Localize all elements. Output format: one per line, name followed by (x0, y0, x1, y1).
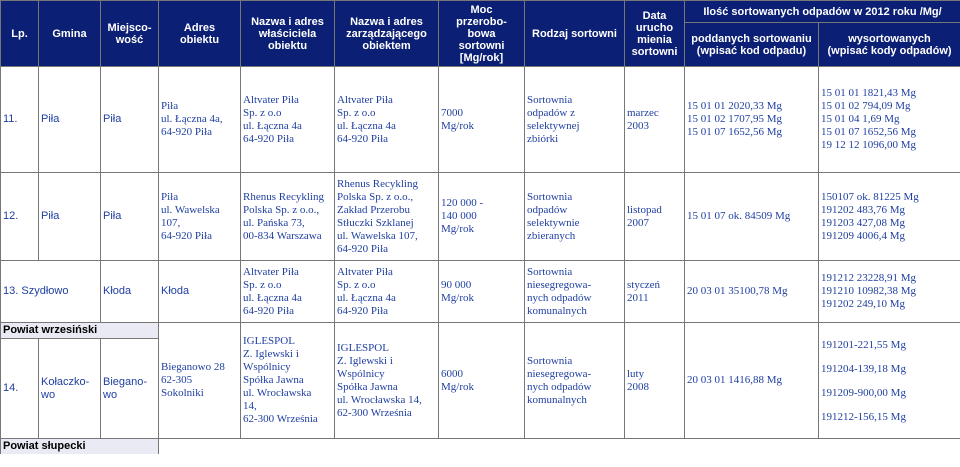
cell-lp: 12. (1, 173, 39, 261)
text-line: (wpisać kod odpadu) (696, 44, 807, 57)
text-line: luty (627, 367, 645, 380)
text-line: Nazwa i adres (251, 15, 324, 28)
cell-data (625, 67, 685, 173)
header-wysortowanych (819, 23, 960, 67)
text-line: ul. Wawelska 107, (337, 229, 418, 242)
cell-gmina (39, 339, 101, 439)
header-poddanych (685, 23, 819, 67)
text-line: Miejsco- (107, 21, 152, 34)
text-line: [Mg/rok] (459, 51, 504, 64)
text-line: Wspólnicy (337, 367, 385, 380)
cell-lp-gmina (1, 261, 101, 323)
text-line: obiektu (179, 33, 220, 46)
cell-rodzaj (525, 261, 625, 323)
text-line: 191202 249,10 Mg (821, 298, 906, 310)
text-line: Data (642, 9, 667, 22)
table-row (1, 261, 960, 323)
text-line: Bieganowo 28 (161, 361, 225, 373)
text-line: 150107 ok. 81225 Mg (821, 190, 919, 203)
text-line: 191212-156,15 Mg (821, 410, 906, 423)
text-line: IGLESPOL (243, 335, 295, 347)
text-line: odpadów (527, 203, 568, 216)
header-ilosc: Ilość sortowanych odpadów w 2012 roku /Mg/ (685, 1, 960, 23)
header-rodzaj: Rodzaj sortowni (525, 1, 625, 67)
header-wlasciciel (241, 1, 335, 67)
text-line: Sortownia (527, 354, 573, 367)
text-line: 15 01 07 1652,56 Mg (821, 126, 917, 138)
cell-adres (159, 173, 241, 261)
header-row-1 (1, 1, 960, 23)
text-line: obiektu (267, 39, 308, 52)
text-line: mienia (637, 33, 672, 46)
text-line: 64-920 Piła (161, 126, 213, 138)
text-line: 64-920 Piła (337, 304, 389, 317)
header-data (625, 1, 685, 67)
text-line: 140 000 (441, 210, 477, 222)
cell-lp: 13. (3, 285, 19, 297)
cell-data (625, 173, 685, 261)
section-row (1, 323, 960, 339)
text-line: 191210 10982,38 Mg (821, 285, 917, 297)
cell-wlasciciel (241, 323, 335, 439)
cell-rodzaj (525, 67, 625, 173)
section-powiat-slupecki: Powiat słupecki (1, 439, 159, 455)
text-line: komunalnych (527, 393, 587, 406)
text-line: Mg/rok (441, 380, 474, 393)
section-powiat-wrzesinski: Powiat wrzesiński (1, 323, 159, 339)
text-line: 15 01 07 ok. 84509 Mg (687, 210, 791, 222)
text-line: Altvater Piła (243, 93, 299, 106)
text-line: 14, (243, 400, 257, 412)
text-line: Piła (161, 100, 179, 112)
text-line: 19 12 12 1096,00 Mg (821, 139, 917, 151)
header-miejscowosc (101, 1, 159, 67)
text-line: 64-920 Piła (161, 229, 213, 242)
text-line: 90 000 (441, 278, 472, 291)
text-line: listopad (627, 203, 662, 216)
text-line: Sp. z o.o (337, 106, 376, 119)
text-line: selektywnie (527, 216, 580, 229)
text-line: sortowni (631, 45, 678, 58)
cell-lp: 11. (1, 67, 39, 173)
cell-poddanych (685, 261, 819, 323)
header-lp: Lp. (1, 1, 39, 67)
cell-poddanych (685, 67, 819, 173)
text-line: nych odpadów (527, 380, 592, 393)
text-line: ul. Łączna 4a, (161, 113, 223, 125)
text-line: właściciela (258, 27, 317, 40)
text-line: 62-300 Września (243, 413, 318, 425)
text-line: nych odpadów (527, 291, 592, 304)
text-line: 15 01 02 794,09 Mg (821, 100, 911, 112)
text-line: zarządzającego (346, 27, 427, 40)
text-line: (wpisać kody odpadów) (827, 44, 952, 57)
cell-rodzaj (525, 173, 625, 261)
cell-miejscowosc (101, 339, 159, 439)
text-line: 15 01 01 2020,33 Mg (687, 100, 783, 112)
text-line: 64-920 Piła (337, 242, 389, 255)
cell-gmina: Piła (39, 67, 101, 173)
text-line: Nazwa i adres (350, 15, 423, 28)
cell-moc (439, 323, 525, 439)
cell-zarzadzajacy (335, 261, 439, 323)
header-gmina: Gmina (39, 1, 101, 67)
text-line: bowa (467, 27, 496, 40)
text-line: zbieranych (527, 229, 576, 242)
cell-data (625, 261, 685, 323)
text-line: 15 01 01 1821,43 Mg (821, 87, 917, 99)
text-line: obiektem (362, 39, 411, 52)
text-line: Z. Iglewski i (337, 354, 393, 367)
text-line: 191212 23228,91 Mg (821, 272, 917, 284)
text-line: Rhenus Recykling (243, 190, 324, 203)
text-line: 191209-900,00 Mg (821, 386, 906, 399)
cell-gmina: Szydłowo (21, 285, 69, 297)
table-row (1, 67, 960, 173)
text-line: IGLESPOL (337, 341, 389, 354)
text-line: ul. Łączna 4a (243, 291, 302, 304)
text-line: 191202 483,76 Mg (821, 203, 906, 216)
wysortowane-list (821, 333, 958, 429)
text-line: Sortownia (527, 265, 573, 278)
table-row (1, 173, 960, 261)
text-line: 20 03 01 35100,78 Mg (687, 285, 788, 297)
text-line: 2007 (627, 216, 649, 229)
cell-wlasciciel (241, 173, 335, 261)
text-line: 120 000 - (441, 197, 484, 209)
text-line: Polska Sp. z o.o., (243, 203, 320, 216)
text-line: Sokolniki (161, 387, 204, 399)
cell-moc (439, 67, 525, 173)
cell-zarzadzajacy (335, 67, 439, 173)
text-line: Sp. z o.o (337, 278, 376, 291)
text-line: 191204-139,18 Mg (821, 362, 906, 375)
text-line: Sp. z o.o (243, 106, 282, 119)
text-line: Polska Sp. z o.o., (337, 190, 414, 203)
text-line: Zakład Przerobu (337, 203, 410, 216)
text-line: Altvater Piła (337, 93, 393, 106)
cell-wysortowanych (819, 67, 960, 173)
cell-adres (159, 261, 241, 323)
cell-wysortowanych (819, 323, 960, 439)
text-line: ul. Wrocławska 14, (337, 393, 422, 406)
text-line: marzec (627, 106, 659, 119)
text-line: 64-920 Piła (243, 304, 295, 317)
text-line: Wspólnicy (243, 361, 291, 373)
text-line: wysortowanych (848, 32, 931, 45)
text-line: ul. Pańska 73, (243, 216, 305, 229)
text-line: 15 01 07 1652,56 Mg (687, 126, 783, 138)
cell-data (625, 323, 685, 439)
cell-zarzadzajacy (335, 323, 439, 439)
text-line: Stłuczki Szklanej (337, 216, 414, 229)
text-line: Mg/rok (441, 223, 474, 235)
text-line: 00-834 Warszawa (243, 229, 322, 242)
text-line: 62-300 Września (337, 406, 412, 419)
text-line: 107, (161, 216, 181, 229)
text-line: styczeń (627, 278, 660, 291)
text-line: 2003 (627, 119, 649, 132)
text-line: wo (41, 388, 56, 401)
text-line: Altvater Piła (243, 265, 299, 278)
text-line: 64-920 Piła (337, 132, 389, 145)
text-line: selektywnej (527, 119, 580, 132)
text-line: 15 01 02 1707,95 Mg (687, 113, 783, 125)
text-line: Spółka Jawna (243, 374, 304, 386)
cell-wysortowanych (819, 261, 960, 323)
empty-space (159, 439, 960, 455)
section-row (1, 439, 960, 455)
text-line: wo (103, 388, 118, 401)
text-line: Kołaczko- (41, 375, 90, 388)
cell-adres (159, 323, 241, 439)
text-line: 64-920 Piła (243, 132, 295, 145)
text-line: ul. Łączna 4a (243, 119, 302, 132)
cell-zarzadzajacy (335, 173, 439, 261)
cell-miejscowosc: Piła (101, 67, 159, 173)
cell-rodzaj (525, 323, 625, 439)
text-line: 191209 4006,4 Mg (821, 229, 906, 242)
text-line: Rhenus Recykling (337, 177, 418, 190)
text-line: 6000 (441, 367, 463, 380)
cell-adres (159, 67, 241, 173)
header-moc (439, 1, 525, 67)
cell-moc (439, 173, 525, 261)
text-line: Piła (161, 190, 179, 203)
text-line: Sortownia (527, 93, 573, 106)
text-line: Altvater Piła (337, 265, 393, 278)
text-line: Z. Iglewski i (243, 348, 299, 360)
cell-miejscowosc: Kłoda (101, 261, 159, 323)
text-line: Adres (183, 21, 216, 34)
text-line: 7000 (441, 106, 463, 119)
text-line: przerobo- (456, 15, 507, 28)
text-line: Moc (470, 3, 493, 16)
text-line: urucho (635, 21, 674, 34)
header-adres (159, 1, 241, 67)
cell-poddanych (685, 173, 819, 261)
cell-wysortowanych (819, 173, 960, 261)
text-line: odpadów z (527, 106, 575, 119)
text-line: 2011 (627, 291, 649, 304)
text-line: niesegregowa- (527, 367, 592, 380)
cell-gmina: Piła (39, 173, 101, 261)
text-line: sortowni (458, 39, 505, 52)
text-line: Sp. z o.o (243, 278, 282, 291)
text-line: poddanych sortowaniu (691, 32, 812, 45)
text-line: ul. Łączna 4a (337, 119, 396, 132)
text-line: 20 03 01 1416,88 Mg (687, 374, 783, 386)
text-line: ul. Łączna 4a (337, 291, 396, 304)
text-line: 191201-221,55 Mg (821, 338, 906, 351)
text-line: Spółka Jawna (337, 380, 398, 393)
text-line: Kłoda (161, 285, 190, 297)
text-line: Sortownia (527, 190, 573, 203)
text-line: 191203 427,08 Mg (821, 216, 906, 229)
text-line: Bieganо- (103, 375, 148, 388)
text-line: niesegregowa- (527, 278, 592, 291)
text-line: zbiórki (527, 132, 559, 145)
cell-miejscowosc: Piła (101, 173, 159, 261)
text-line: komunalnych (527, 304, 587, 317)
cell-wlasciciel (241, 67, 335, 173)
cell-moc (439, 261, 525, 323)
text-line: wość (115, 33, 144, 46)
text-line: 2008 (627, 380, 649, 393)
cell-wlasciciel (241, 261, 335, 323)
cell-lp: 14. (1, 339, 39, 439)
text-line: Mg/rok (441, 291, 474, 304)
text-line: Mg/rok (441, 119, 474, 132)
cell-poddanych (685, 323, 819, 439)
header-zarzadzajacy (335, 1, 439, 67)
text-line: ul. Wawelska (161, 203, 220, 216)
text-line: ul. Wrocławska (243, 387, 312, 399)
text-line: 62-305 (161, 374, 193, 386)
text-line: 15 01 04 1,69 Mg (821, 113, 900, 125)
